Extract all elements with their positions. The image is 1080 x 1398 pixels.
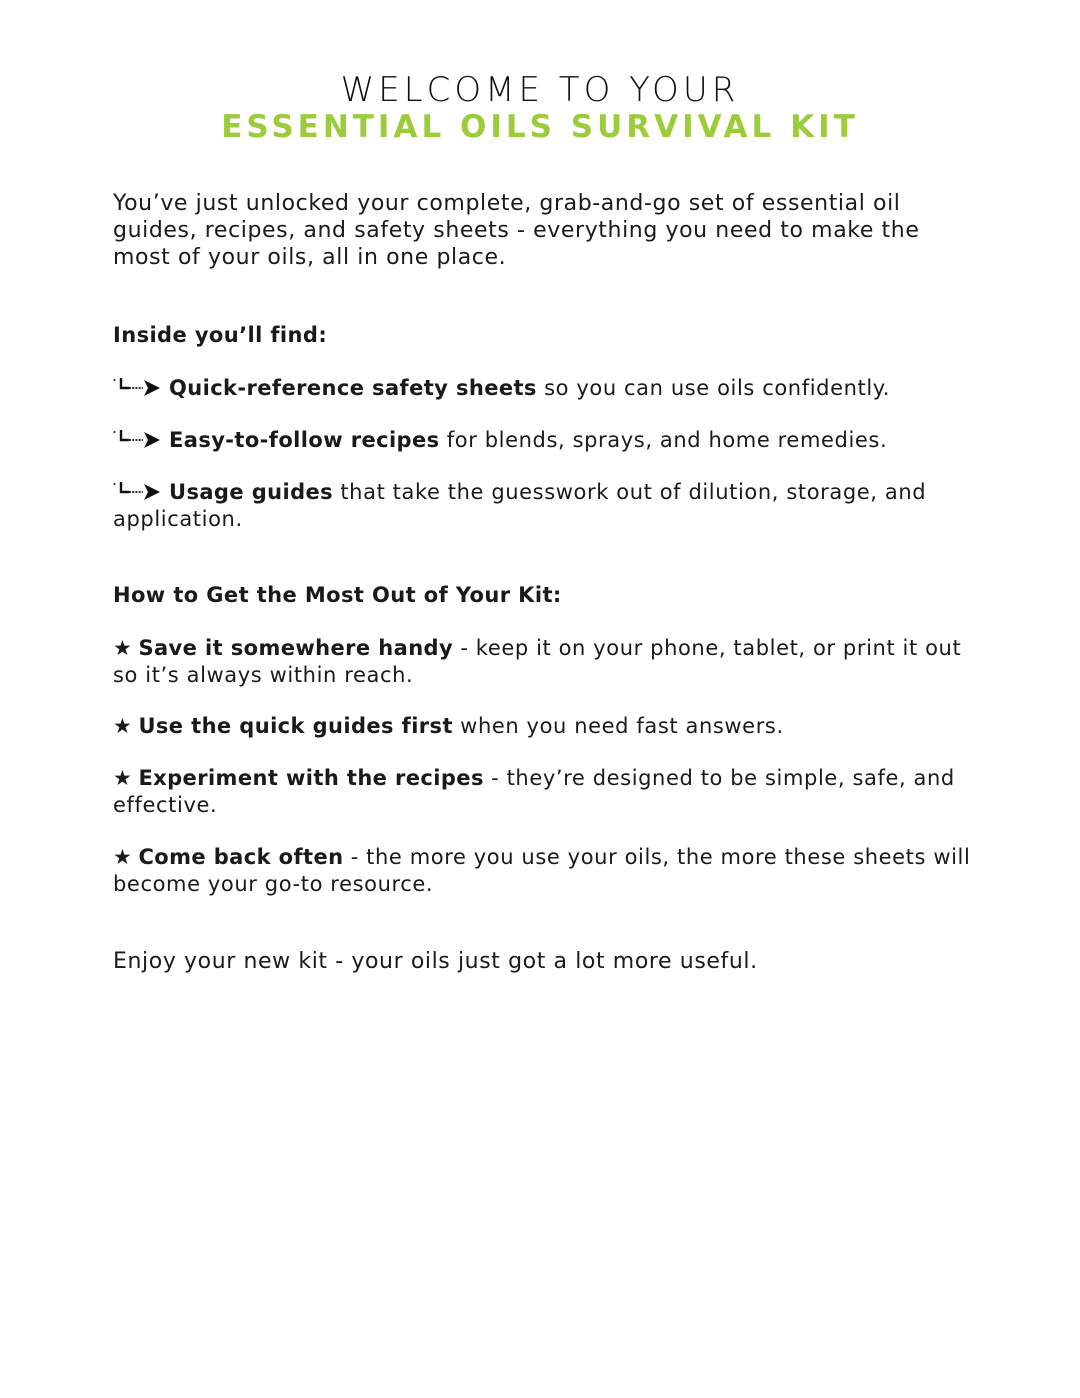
- star-icon: ★: [113, 845, 133, 869]
- title-kit-name: ESSENTIAL OILS SURVIVAL KIT: [221, 109, 859, 145]
- inside-item-bold: Quick-reference safety sheets: [169, 376, 537, 400]
- tip-item-bold: Use the quick guides first: [138, 714, 453, 738]
- star-icon: ★: [113, 636, 133, 660]
- tip-item-bold: Experiment with the recipes: [138, 766, 484, 790]
- tip-item-text: - keep it on your phone, tablet, or print it out so it’s always within reach.: [113, 636, 962, 687]
- tip-item-text: - the more you use your oils, the more these sheets will become your go-to resource.: [113, 845, 971, 896]
- tip-item-text: - they’re designed to be simple, safe, and effective.: [113, 766, 955, 817]
- inside-item-text: that take the guesswork out of dilution, storage, and application.: [113, 480, 927, 531]
- intro-paragraph: You’ve just unlocked your complete, grab-and-go set of essential oil guides, recipes, and safety sheets - everything you need to make the most of your oils, all in one place.: [113, 191, 920, 270]
- star-icon: ★: [113, 766, 133, 790]
- inside-item-text: for blends, sprays, and home remedies.: [439, 428, 888, 452]
- tips-heading: How to Get the Most Out of Your Kit:: [113, 583, 562, 607]
- page-header: [113, 70, 967, 144]
- tip-item: [113, 765, 973, 819]
- inside-item: [113, 427, 973, 454]
- inside-item-bold: Usage guides: [169, 480, 334, 504]
- tip-item: [113, 635, 973, 689]
- tip-item-bold: Save it somewhere handy: [138, 636, 454, 660]
- inside-item: [113, 375, 973, 402]
- closing-paragraph: Enjoy your new kit - your oils just got a lot more useful.: [113, 949, 758, 974]
- star-icon: ★: [113, 714, 133, 738]
- tip-item-text: when you need fast answers.: [452, 714, 784, 738]
- tip-item: [113, 713, 973, 740]
- inside-item-bold: Easy-to-follow recipes: [169, 428, 440, 452]
- corner-arrow-icon: [113, 376, 165, 396]
- inside-heading: Inside you’ll find:: [113, 323, 328, 347]
- inside-item-text: so you can use oils confidently.: [536, 376, 891, 400]
- tip-item-bold: Come back often: [138, 845, 344, 869]
- title-welcome: WELCOME TO YOUR: [340, 70, 740, 110]
- tip-item: [113, 844, 973, 898]
- inside-item: [113, 479, 973, 533]
- corner-arrow-icon: [113, 428, 165, 448]
- corner-arrow-icon: [113, 480, 165, 500]
